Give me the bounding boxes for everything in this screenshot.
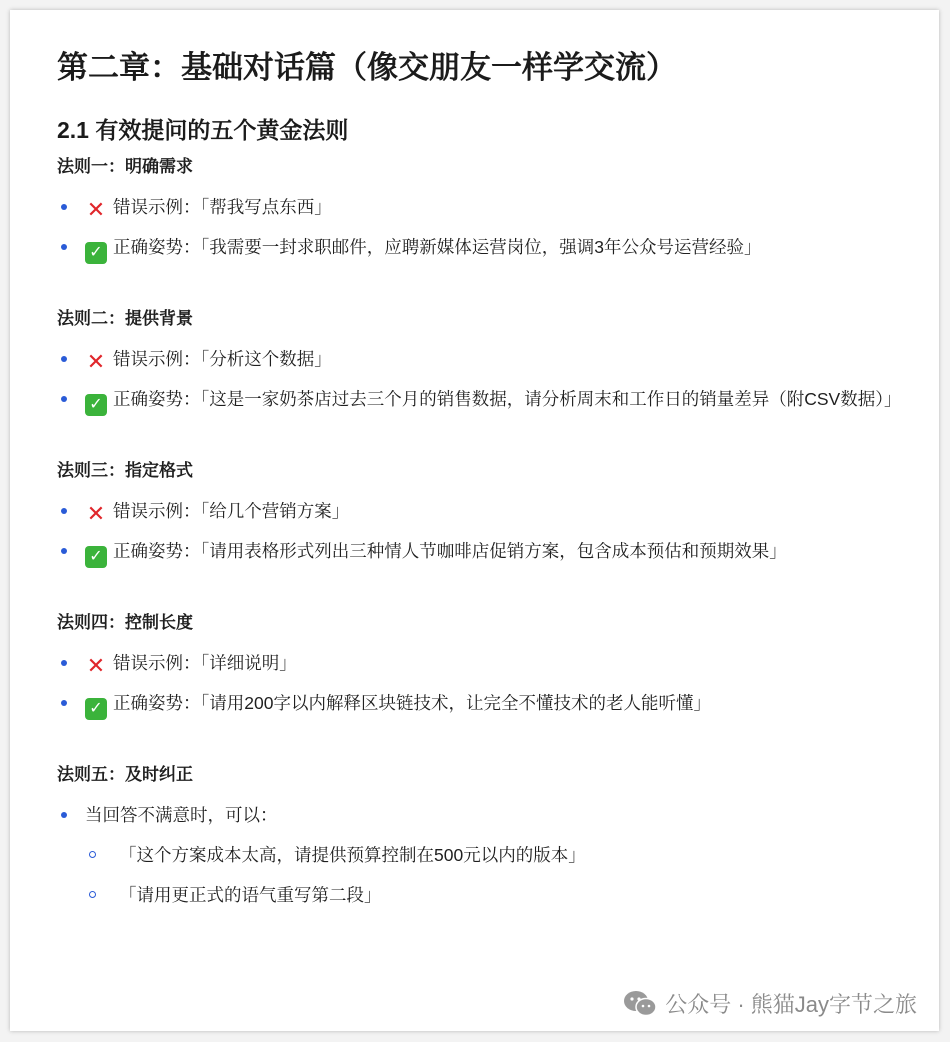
- right-text: 「请用表格形式列出三种情人节咖啡店促销方案，包含成本预估和预期效果」: [200, 541, 787, 561]
- rule5-intro: 当回答不满意时，可以：: [85, 805, 278, 825]
- watermark: [623, 988, 917, 1019]
- check-mark-icon: ✓: [85, 546, 107, 568]
- chapter-title: 第二章：基础对话篇（像交朋友一样学交流）: [57, 50, 677, 85]
- rule-list: [57, 192, 917, 264]
- rule-title: 法则二：提供背景: [57, 309, 193, 328]
- rule-list: [57, 496, 917, 568]
- list-item-wrong: [57, 496, 917, 526]
- right-label: 正确姿势：: [113, 237, 201, 257]
- rule-block-2: [57, 304, 917, 416]
- list-item-right: [57, 384, 917, 416]
- sub-list-item: 「请用更正式的语气重写第二段」: [57, 880, 917, 910]
- rule-title: 法则五：及时纠正: [57, 765, 193, 784]
- rule-list: [57, 344, 917, 416]
- check-mark-icon: ✓: [85, 698, 107, 720]
- cross-mark-icon: ✕: [86, 197, 106, 222]
- rule-title: 法则一：明确需求: [57, 157, 193, 176]
- article-content: [57, 44, 917, 910]
- wrong-text: 「给几个营销方案」: [200, 501, 350, 521]
- wrong-text: 「帮我写点东西」: [200, 197, 332, 217]
- right-text: 「这是一家奶茶店过去三个月的销售数据，请分析周末和工作日的销量差异（附CSV数据）」: [200, 389, 902, 409]
- cross-mark-icon: ✕: [86, 349, 106, 374]
- list-item-wrong: [57, 648, 917, 678]
- right-text: 「我需要一封求职邮件，应聘新媒体运营岗位，强调3年公众号运营经验」: [200, 237, 762, 257]
- list-item-right: [57, 232, 917, 264]
- cross-mark-icon: ✕: [86, 501, 106, 526]
- list-item-right: [57, 536, 917, 568]
- rule-block-4: [57, 608, 917, 720]
- right-label: 正确姿势：: [113, 389, 201, 409]
- rule-block-5: [57, 760, 917, 910]
- right-label: 正确姿势：: [113, 693, 201, 713]
- rule-block-3: [57, 456, 917, 568]
- wechat-icon: [623, 990, 657, 1018]
- list-item-intro: [57, 800, 917, 830]
- article-card: [10, 10, 939, 1031]
- sub-list: [57, 840, 917, 910]
- wrong-text: 「分析这个数据」: [200, 349, 332, 369]
- wrong-text: 「详细说明」: [200, 653, 297, 673]
- right-text: 「请用200字以内解释区块链技术，让完全不懂技术的老人能听懂」: [200, 693, 711, 713]
- list-item-wrong: [57, 344, 917, 374]
- wrong-label: 错误示例：: [113, 349, 201, 369]
- cross-mark-icon: ✕: [86, 653, 106, 678]
- section-title: 2.1 有效提问的五个黄金法则: [57, 117, 349, 143]
- list-item-wrong: [57, 192, 917, 222]
- check-mark-icon: ✓: [85, 242, 107, 264]
- right-label: 正确姿势：: [113, 541, 201, 561]
- list-item-right: [57, 688, 917, 720]
- rule-list: [57, 800, 917, 830]
- rule-title: 法则三：指定格式: [57, 461, 193, 480]
- watermark-text: 公众号 · 熊猫Jay字节之旅: [665, 992, 917, 1017]
- wrong-label: 错误示例：: [113, 197, 201, 217]
- wrong-label: 错误示例：: [113, 501, 201, 521]
- rule-block-1: [57, 152, 917, 264]
- check-mark-icon: ✓: [85, 394, 107, 416]
- rule-title: 法则四：控制长度: [57, 613, 193, 632]
- wrong-label: 错误示例：: [113, 653, 201, 673]
- rule-list: [57, 648, 917, 720]
- sub-list-item: 「这个方案成本太高，请提供预算控制在500元以内的版本」: [57, 840, 917, 870]
